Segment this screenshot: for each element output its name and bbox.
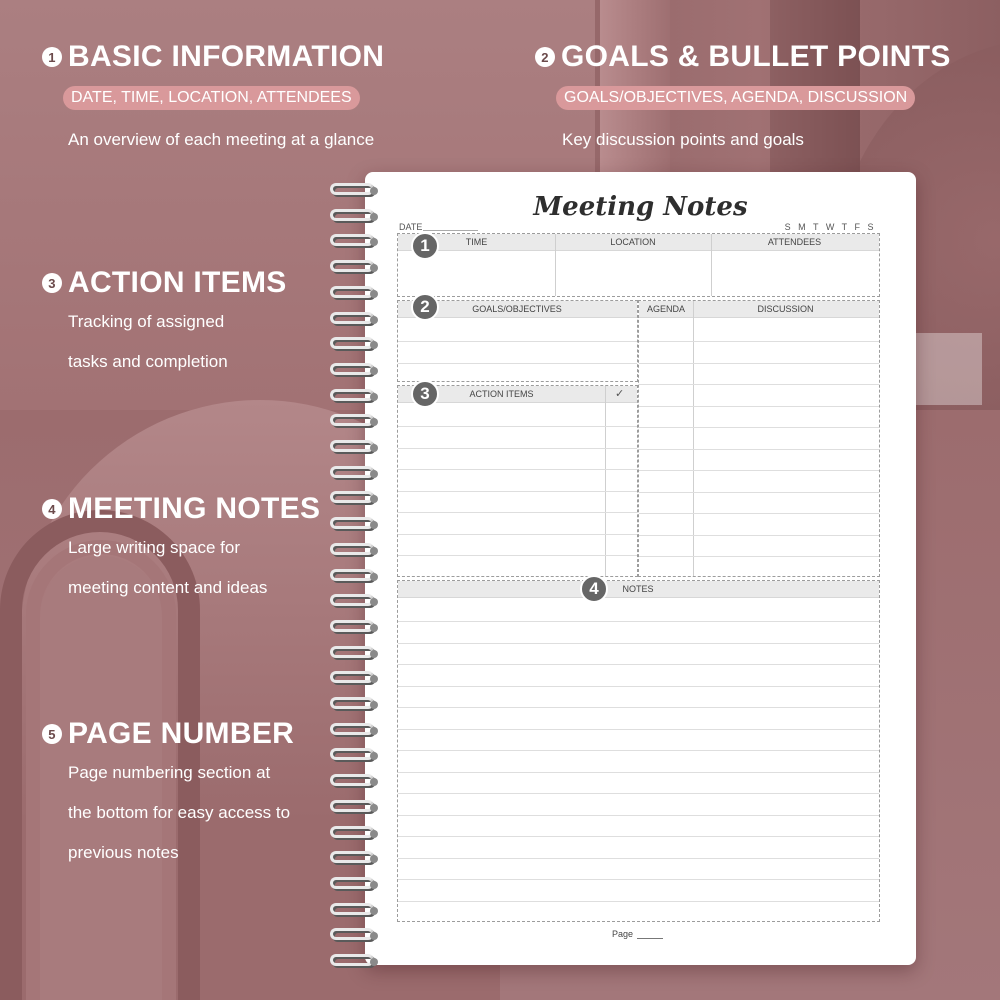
- spiral-coil: [330, 826, 388, 844]
- coil-part: [370, 804, 378, 812]
- writing-line: [398, 491, 637, 492]
- coil-part: [330, 954, 374, 966]
- discussion-label: DISCUSSION: [757, 304, 814, 314]
- spiral-coil: [330, 543, 388, 561]
- coil-part: [370, 573, 378, 581]
- spiral-coil: [330, 209, 388, 227]
- action-items-label: ACTION ITEMS: [469, 389, 534, 399]
- feature-action-items: [42, 266, 287, 382]
- number-badge: 4: [42, 499, 62, 519]
- spiral-coil: [330, 954, 388, 972]
- spiral-coil: [330, 491, 388, 509]
- coil-part: [330, 286, 374, 298]
- coil-part: [330, 389, 374, 401]
- date-line: [423, 230, 478, 231]
- coil-part: [370, 881, 378, 889]
- attendees-label: ATTENDEES: [767, 237, 822, 247]
- feature-goals-bullet-points: [535, 40, 951, 160]
- spiral-coil: [330, 363, 388, 381]
- writing-line: [639, 341, 879, 342]
- coil-part: [370, 495, 378, 503]
- coil-part: [370, 341, 378, 349]
- writing-line: [639, 427, 879, 428]
- coil-part: [370, 958, 378, 966]
- section-badge-1: 1: [411, 232, 439, 260]
- coil-part: [370, 727, 378, 735]
- coil-part: [330, 671, 374, 683]
- page-number-line: [637, 938, 663, 939]
- coil-part: [330, 569, 374, 581]
- notebook-tab: [905, 333, 982, 405]
- writing-line: [398, 555, 637, 556]
- agenda-discussion-section: [638, 300, 880, 577]
- coil-part: [370, 470, 378, 478]
- spiral-binding: [330, 183, 390, 953]
- coil-part: [330, 723, 374, 735]
- spiral-coil: [330, 337, 388, 355]
- coil-part: [370, 675, 378, 683]
- writing-line: [398, 448, 637, 449]
- coil-part: [370, 830, 378, 838]
- feature-description-line: Tracking of assigned: [68, 312, 225, 331]
- coil-part: [330, 620, 374, 632]
- coil-part: [370, 444, 378, 452]
- coil-part: [330, 594, 374, 606]
- spiral-coil: [330, 697, 388, 715]
- location-label: LOCATION: [610, 237, 656, 247]
- number-badge: 2: [535, 47, 555, 67]
- feature-title: ACTION ITEMS: [68, 266, 287, 299]
- coil-part: [370, 316, 378, 324]
- feature-page-number: [42, 717, 294, 873]
- section-badge-3: 3: [411, 380, 439, 408]
- writing-line: [398, 469, 637, 470]
- coil-part: [370, 393, 378, 401]
- feature-tag: GOALS/OBJECTIVES, AGENDA, DISCUSSION: [556, 86, 915, 110]
- check-icon: ✓: [615, 388, 625, 400]
- goals-label: GOALS/OBJECTIVES: [472, 304, 562, 314]
- writing-line: [639, 406, 879, 407]
- writing-line: [398, 858, 879, 859]
- writing-line: [398, 901, 879, 902]
- spiral-coil: [330, 260, 388, 278]
- spiral-coil: [330, 928, 388, 946]
- agenda-label: AGENDA: [646, 304, 685, 314]
- spiral-coil: [330, 620, 388, 638]
- coil-part: [370, 907, 378, 915]
- coil-part: [330, 491, 374, 503]
- feature-description: An overview of each meeting at a glance: [68, 130, 375, 149]
- section-badge-2: 2: [411, 293, 439, 321]
- spiral-coil: [330, 903, 388, 921]
- coil-part: [330, 337, 374, 349]
- coil-part: [370, 701, 378, 709]
- writing-line: [398, 664, 879, 665]
- coil-part: [370, 238, 378, 246]
- writing-line: [398, 772, 879, 773]
- coil-part: [370, 650, 378, 658]
- coil-part: [370, 213, 378, 221]
- action-items-section: [397, 385, 638, 577]
- notebook-page: [365, 172, 916, 965]
- feature-description-line: Large writing space for: [68, 538, 240, 557]
- writing-line: [398, 621, 879, 622]
- writing-line: [398, 512, 637, 513]
- spiral-coil: [330, 389, 388, 407]
- coil-part: [330, 851, 374, 863]
- coil-part: [330, 209, 374, 221]
- spiral-coil: [330, 312, 388, 330]
- writing-line: [398, 707, 879, 708]
- writing-line: [398, 729, 879, 730]
- coil-part: [370, 290, 378, 298]
- coil-part: [370, 778, 378, 786]
- writing-line: [398, 643, 879, 644]
- writing-line: [398, 836, 879, 837]
- basic-info-section: [397, 233, 880, 297]
- spiral-coil: [330, 517, 388, 535]
- coil-part: [370, 264, 378, 272]
- number-badge: 1: [42, 47, 62, 67]
- feature-description-line: previous notes: [68, 843, 179, 862]
- coil-part: [370, 367, 378, 375]
- coil-part: [370, 598, 378, 606]
- feature-title: PAGE NUMBER: [68, 717, 295, 750]
- spiral-coil: [330, 183, 388, 201]
- coil-part: [330, 826, 374, 838]
- writing-line: [639, 556, 879, 557]
- coil-part: [330, 903, 374, 915]
- writing-line: [398, 341, 637, 342]
- spiral-coil: [330, 594, 388, 612]
- coil-part: [370, 932, 378, 940]
- feature-basic-information: [42, 40, 384, 160]
- notes-label: NOTES: [622, 584, 654, 594]
- feature-description: Key discussion points and goals: [562, 130, 804, 149]
- writing-line: [639, 492, 879, 493]
- coil-part: [370, 521, 378, 529]
- spiral-coil: [330, 748, 388, 766]
- writing-line: [398, 879, 879, 880]
- spiral-coil: [330, 414, 388, 432]
- coil-part: [330, 646, 374, 658]
- coil-part: [330, 774, 374, 786]
- weekday-selector: S M T W T F S: [784, 222, 876, 232]
- date-label: DATE: [399, 222, 423, 232]
- feature-meeting-notes: [42, 492, 320, 608]
- feature-description-line: tasks and completion: [68, 352, 228, 371]
- coil-part: [330, 312, 374, 324]
- notebook-title: Meeting Notes: [533, 192, 748, 222]
- spiral-coil: [330, 234, 388, 252]
- feature-tag: DATE, TIME, LOCATION, ATTENDEES: [63, 86, 360, 110]
- page-number-label: Page: [612, 929, 634, 939]
- number-badge: 5: [42, 724, 62, 744]
- spiral-coil: [330, 774, 388, 792]
- spiral-coil: [330, 646, 388, 664]
- number-badge: 3: [42, 273, 62, 293]
- coil-part: [330, 260, 374, 272]
- coil-part: [330, 543, 374, 555]
- writing-line: [639, 513, 879, 514]
- checkbox-column-divider: [605, 386, 606, 576]
- time-label: TIME: [465, 237, 488, 247]
- spiral-coil: [330, 723, 388, 741]
- coil-part: [330, 440, 374, 452]
- spiral-coil: [330, 440, 388, 458]
- notes-section: [397, 580, 880, 922]
- feature-description-line: meeting content and ideas: [68, 578, 268, 597]
- coil-part: [370, 547, 378, 555]
- spiral-coil: [330, 800, 388, 818]
- coil-part: [370, 624, 378, 632]
- coil-part: [330, 928, 374, 940]
- writing-line: [398, 815, 879, 816]
- writing-line: [639, 384, 879, 385]
- writing-line: [398, 534, 637, 535]
- coil-part: [370, 752, 378, 760]
- coil-part: [370, 855, 378, 863]
- feature-title: MEETING NOTES: [68, 492, 321, 525]
- writing-line: [398, 686, 879, 687]
- coil-part: [330, 800, 374, 812]
- coil-part: [330, 183, 374, 195]
- feature-description-line: the bottom for easy access to: [68, 803, 291, 822]
- coil-part: [370, 187, 378, 195]
- spiral-coil: [330, 671, 388, 689]
- writing-line: [639, 363, 879, 364]
- writing-line: [639, 470, 879, 471]
- spiral-coil: [330, 569, 388, 587]
- writing-line: [639, 449, 879, 450]
- coil-part: [370, 418, 378, 426]
- coil-part: [330, 697, 374, 709]
- spiral-coil: [330, 286, 388, 304]
- coil-part: [330, 748, 374, 760]
- writing-line: [398, 793, 879, 794]
- coil-part: [330, 414, 374, 426]
- feature-description-line: Page numbering section at: [68, 763, 271, 782]
- coil-part: [330, 466, 374, 478]
- feature-title: BASIC INFORMATION: [68, 40, 385, 73]
- coil-part: [330, 363, 374, 375]
- spiral-coil: [330, 466, 388, 484]
- writing-line: [398, 750, 879, 751]
- section-badge-4: 4: [580, 575, 608, 603]
- spiral-coil: [330, 877, 388, 895]
- writing-line: [398, 363, 637, 364]
- writing-line: [639, 535, 879, 536]
- writing-line: [398, 426, 637, 427]
- coil-part: [330, 877, 374, 889]
- coil-part: [330, 517, 374, 529]
- coil-part: [330, 234, 374, 246]
- feature-title: GOALS & BULLET POINTS: [561, 40, 951, 73]
- spiral-coil: [330, 851, 388, 869]
